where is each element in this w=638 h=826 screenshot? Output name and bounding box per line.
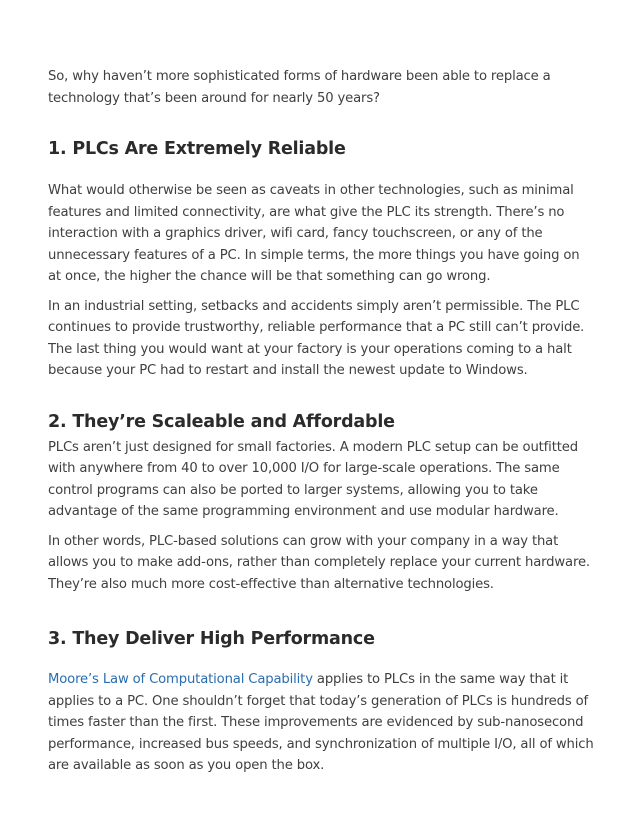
section-3-heading: 3. They Deliver High Performance xyxy=(48,629,375,649)
section-2-paragraph-2: In other words, PLC-based solutions can grow with your company in a way that allows you to make add-ons, rather than completely replace your current hardware. They’re also much more cost-effective than alternative technologies. xyxy=(48,533,590,592)
section-3-paragraph-1 xyxy=(48,669,596,777)
section-1-paragraph-2: In an industrial setting, setbacks and accidents simply aren’t permissible. The PLC continues to provide trustworthy, reliable performance that a PC still can’t provide. The last thing you would want at your factory is your operations coming to a halt because your PC had to restart and install the newest update to Windows. xyxy=(48,298,585,378)
intro-paragraph: So, why haven’t more sophisticated forms of hardware been able to replace a technology that’s been around for nearly 50 years? xyxy=(48,69,551,106)
section-2-heading: 2. They’re Scaleable and Affordable xyxy=(48,411,395,432)
section-1-heading: 1. PLCs Are Extremely Reliable xyxy=(48,139,346,159)
section-3-paragraph-text: applies to PLCs in the same way that it applies to a PC. One shouldn’t forget that today’s generation of PLCs is hundreds of times faster than the first. These improvements are evidenced by sub-nanosecond performance, increased bus speeds, and synchronization of multiple I/O, all of which are available as soon as you open the box. xyxy=(48,672,594,773)
section-2-paragraph-1: PLCs aren’t just designed for small factories. A modern PLC setup can be outfitted with anywhere from 40 to over 10,000 I/O for large-scale operations. The same control programs can also be ported to larger systems, allowing you to take advantage of the same programming environment and use modular hardware. xyxy=(48,439,578,519)
document-page xyxy=(48,66,596,777)
moores-law-link[interactable]: Moore’s Law of Computational Capability xyxy=(48,672,313,687)
section-1-paragraph-1: What would otherwise be seen as caveats in other technologies, such as minimal features and limited connectivity, are what give the PLC its strength. There’s no interaction with a graphics driver, wifi card, fancy touchscreen, or any of the unnecessary features of a PC. In simple terms, the more things you have going on at once, the higher the chance will be that something can go wrong. xyxy=(48,183,580,284)
